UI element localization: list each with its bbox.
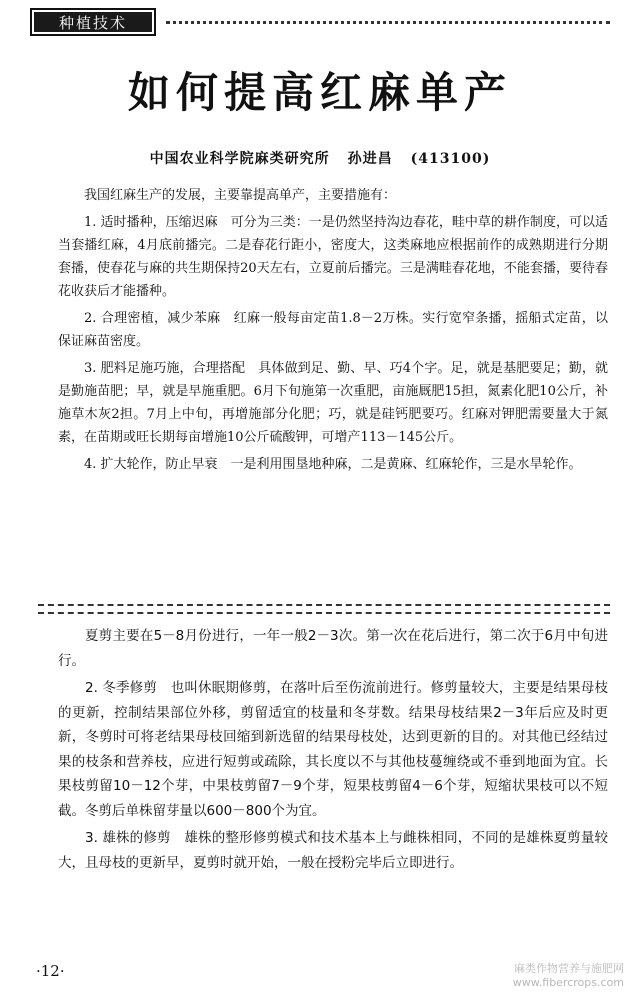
continuation-paragraph: 3. 雄株的修剪 雄株的整形修剪模式和技术基本上与雌株相同，不同的是雄株夏剪量较大，且母枝的更新早，夏剪时就开始，一般在授粉完毕后立即进行。 [58,830,608,871]
article-body [58,184,608,480]
continuation-body [58,624,608,878]
watermark [513,962,624,990]
section-divider [38,604,610,614]
byline-postcode: (413100) [410,151,491,167]
byline [0,148,640,168]
byline-institution: 中国农业科学院麻类研究所 [149,151,330,167]
article-paragraph: 1. 适时播种，压缩迟麻 可分为三类：一是仍然坚持沟边春花，畦中草的耕作制度，可以适当套播红麻，4月底前播完。二是春花行距小，密度大，这类麻地应根据前作的成熟期进行分期套播，使春花与麻的共生期保持20天左右，立夏前后播完。三是满畦春花地，不能套播，要待春花收获后才能播种。 [58,215,608,299]
page-header [30,8,610,38]
article-title: 如何提高红麻单产 [127,68,512,117]
section-tag [30,8,156,36]
continuation-paragraph: 2. 冬季修剪 也叫休眠期修剪，在落叶后至伤流前进行。修剪量较大，主要是结果母枝的更新，控制结果部位外移，剪留适宜的枝量和冬芽数。结果母枝结果2－3年后应及时更新，冬剪时可将老结果母枝回缩到新选留的结果母枝处，达到更新的目的。对其他已经结过果的枝条和营养枝，应进行短剪或疏除，其长度以不与其他枝蔓缠绕或不垂到地面为宜。长果枝剪留10－12个芽，中果枝剪留7－9个芽，短果枝剪留4－6个芽，短缩状果枝可以不短截。冬剪后单株留芽量以600－800个为宜。 [58,680,608,819]
article-paragraph: 3. 肥料足施巧施，合理搭配 具体做到足、勤、早、巧4个字。足，就是基肥要足；勤，就是勤施苗肥；早，就是早施重肥。6月下旬施第一次重肥，亩施厩肥15担，氮素化肥10公斤，补施草木灰2担。7月上中旬，再增施部分化肥；巧，就是硅钙肥要巧。红麻对钾肥需要量大于氮素，在苗期或旺长期每亩增施10公斤硫酸钾，可增产113－145公斤。 [58,361,608,445]
section-tag-label: 种植技术 [34,12,152,32]
article-paragraph: 我国红麻生产的发展，主要靠提高单产，主要措施有： [84,188,397,203]
article-paragraph: 4. 扩大轮作，防止早衰 一是利用围垦地种麻，二是黄麻、红麻轮作，三是水旱轮作。 [84,457,582,472]
article-paragraph: 2. 合理密植，减少苯麻 红麻一般每亩定苗1.8－2万株。实行宽窄条播，摇船式定苗，以保证麻苗密度。 [58,311,608,349]
watermark-url: www.fibercrops.com [512,976,624,989]
continuation-paragraph: 夏剪主要在5－8月份进行，一年一般2－3次。第一次在花后进行，第二次于6月中旬进行。 [58,628,608,669]
page-number: ·12· [36,962,65,980]
header-dotted-rule [166,21,610,24]
byline-author: 孙进昌 [347,151,393,167]
watermark-site-name: 麻类作物营养与施肥网 [514,962,624,975]
